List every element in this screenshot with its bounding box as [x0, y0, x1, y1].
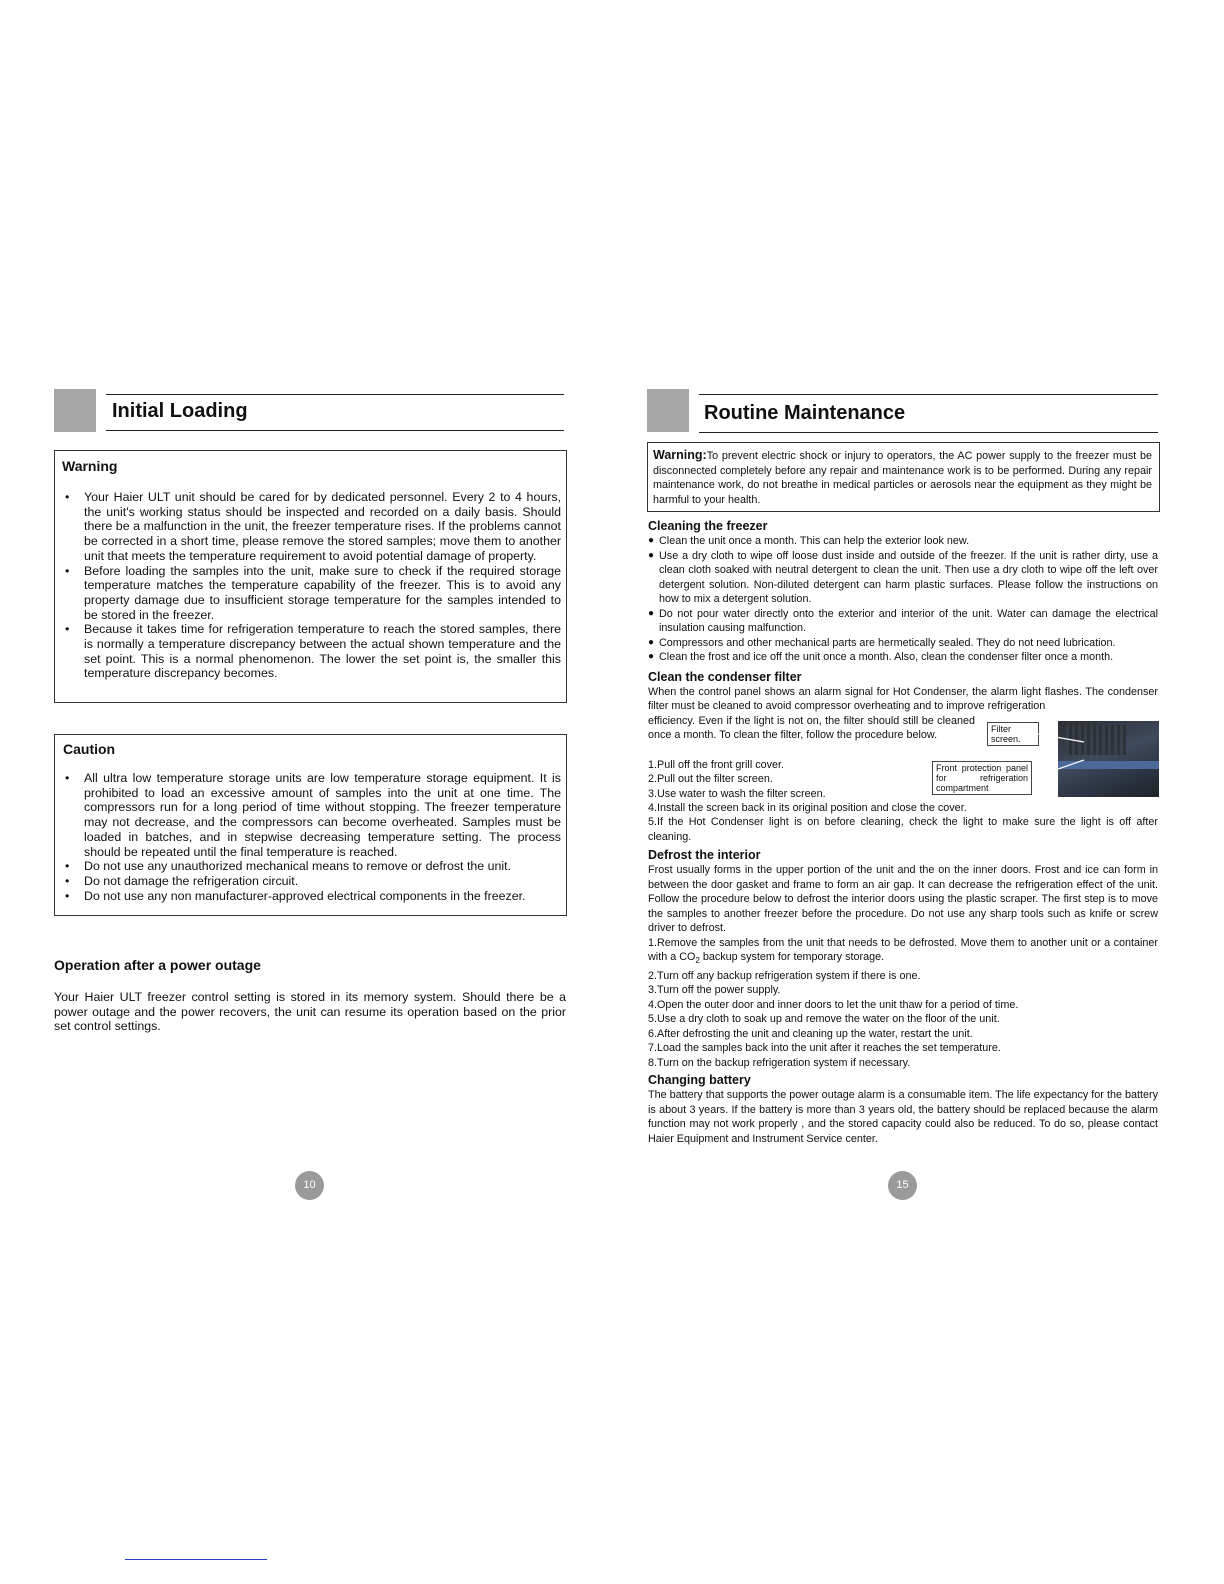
warning-heading: Warning [62, 458, 118, 474]
list-item: 3.Turn off the power supply. [648, 984, 781, 997]
list-item: • All ultra low temperature storage units are low temperature storage equipment. It is prohibited to load an excessive amount of samples into the unit at one time. The compressors run for a long period of time without stopping. The freezer temperature may not decrease, and the compressors can become overheated. Samples must be loaded in batches, and in stepwise decreasing temperature setting. The process should be repeated until the final temperature is reached. [61, 771, 561, 859]
caution-list [61, 771, 561, 903]
list-item: 6.After defrosting the unit and cleaning up the water, restart the unit. [648, 1027, 973, 1040]
page-number-badge: 10 [295, 1171, 324, 1200]
list-item: • Before loading the samples into the unit, make sure to check if the required storage temperature matches the temperature capability of the freezer. This is to avoid any property damage due to insufficient storage temperature for the samples intended to be stored in the freezer. [61, 564, 561, 623]
list-item: ● Clean the frost and ice off the unit once a month. Also, clean the condenser filter once a month. [648, 650, 1158, 665]
maintenance-content [648, 516, 1158, 1146]
front-panel-callout: Front protection panel for refrigeration compartment [932, 761, 1032, 795]
power-outage-text: Your Haier ULT freezer control setting is stored in its memory system. Should there be a power outage and the power recovers, the unit can resume its operation based on the prior set control settings. [54, 990, 566, 1034]
page-number-badge: 15 [888, 1171, 917, 1200]
title-rule-top [106, 394, 564, 395]
power-outage-heading: Operation after a power outage [54, 957, 261, 973]
defrost-step1-text-end: backup system for temporary storage. [699, 951, 885, 963]
list-item [648, 936, 1158, 969]
condenser-intro-continued: efficiency. Even if the light is not on, the filter should still be cleaned once a month. To clean the filter, follow the procedure below. [648, 714, 975, 741]
condenser-intro: When the control panel shows an alarm signal for Hot Condenser, the alarm light flashes. The condenser filter must be cleaned to avoid compressor overheating and to improve refrigeration [648, 685, 1158, 712]
title-rule-bottom [699, 432, 1158, 433]
title-rule-top [699, 394, 1158, 395]
list-item: 8.Turn on the backup refrigeration system if necessary. [648, 1056, 911, 1069]
list-item: 5.Use a dry cloth to soak up and remove the water on the floor of the unit. [648, 1013, 1000, 1026]
list-item: • Do not use any unauthorized mechanical means to remove or defrost the unit. [61, 859, 561, 874]
list-item: 5.If the Hot Condenser light is on before cleaning, check the light to make sure the light is off after cleaning. [648, 816, 1158, 843]
list-item: • Your Haier ULT unit should be cared for by dedicated personnel. Every 2 to 4 hours, the unit's working status should be inspected and recorded on a daily basis. Should there be a malfunction in the unit, the freezer temperature rises. If the problems cannot be corrected in a short time, please remove the stored samples; move them to another unit that meets the temperature requirement to avoid potential damage of property. [61, 490, 561, 564]
list-item: 4.Install the screen back in its original position and close the cover. [648, 801, 967, 814]
list-item: ● Clean the unit once a month. This can help the exterior look new. [648, 534, 1158, 549]
section-marker-block [54, 389, 96, 432]
list-item: ● Do not pour water directly onto the exterior and interior of the unit. Water can damage the electrical insulation causing malfunction. [648, 607, 1158, 636]
list-item: • Do not damage the refrigeration circuit. [61, 874, 561, 889]
list-item: 2.Pull out the filter screen. [648, 773, 773, 785]
condenser-steps [648, 758, 826, 802]
maintenance-warning-box [647, 442, 1160, 512]
warning-box [54, 450, 567, 703]
list-item: 2.Turn off any backup refrigeration system if there is one. [648, 969, 921, 982]
section-marker-block [647, 389, 689, 432]
list-item: 7.Load the samples back into the unit after it reaches the set temperature. [648, 1042, 1001, 1055]
warning-list [61, 490, 561, 681]
cleaning-heading: Cleaning the freezer [648, 519, 768, 533]
section-title-initial-loading: Initial Loading [112, 400, 248, 422]
battery-text: The battery that supports the power outage alarm is a consumable item. The life expectancy for the battery is about 3 years. If the battery is more than 3 years old, the battery should be replaced because the alarm function may not work properly , and the stored capacity could also be reduced. To do so, please contact Haier Equipment and Instrument Service center. [648, 1089, 1158, 1145]
caution-heading: Caution [63, 741, 116, 757]
condenser-figure-row [648, 714, 1158, 801]
maintenance-warning-label: Warning: [653, 448, 707, 462]
filter-screen-callout: Filter screen. [987, 722, 1039, 746]
footer-link-rule [125, 1559, 267, 1560]
condenser-heading: Clean the condenser filter [648, 669, 802, 684]
list-item: ● Compressors and other mechanical parts are hermetically sealed. They do not need lubrication. [648, 636, 1158, 651]
list-item: • Because it takes time for refrigeration temperature to reach the stored samples, there is normally a temperature discrepancy between the actual shown temperature and the set point. This is a normal phenomenon. The lower the set point is, the smaller this temperature discrepancy becomes. [61, 622, 561, 681]
list-item: 4.Open the outer door and inner doors to let the unit thaw for a period of time. [648, 998, 1019, 1011]
list-item: ● Use a dry cloth to wipe off loose dust inside and outside of the freezer. If the unit is rather dirty, use a clean cloth soaked with neutral detergent to clean the unit. Then use a dry cloth to wipe off the left over detergent solution. Non-diluted detergent can harm plastic surfaces. Please follow the instructions on how to mix a detergent solution. [648, 549, 1158, 607]
list-item: 3.Use water to wash the filter screen. [648, 787, 826, 800]
maintenance-warning-text: To prevent electric shock or injury to operators, the AC power supply to the freezer must be disconnected completely before any repair and maintenance work is to be performed. During any repair maintenance work, do not breathe in medical particles or aerosols near the equipment as they might be harmful to your health. [653, 450, 1152, 506]
defrost-intro: Frost usually forms in the upper portion of the unit and the on the inner doors. Frost and ice can form in between the door gasket and frame to form an air gap. It can decrease the refrigeration effect of the unit. Follow the procedure below to defrost the interior doors using the plastic scraper. The first step is to move the samples to another freezer before the procedure. Do not use any sharp tools such as knife or screw driver to defrost. [648, 864, 1158, 934]
defrost-step1-text: 1.Remove the samples from the unit that needs to be defrosted. Move them to another unit or a container with a CO [648, 936, 1158, 963]
section-title-routine-maintenance: Routine Maintenance [704, 402, 906, 424]
callout-leader-lines [1038, 728, 1088, 778]
battery-heading: Changing battery [648, 1073, 751, 1088]
list-item: • Do not use any non manufacturer-approved electrical components in the freezer. [61, 889, 561, 904]
list-item: 1.Pull off the front grill cover. [648, 758, 785, 771]
defrost-heading: Defrost the interior [648, 848, 761, 862]
caution-box [54, 734, 567, 916]
co2-subscript: 2 [695, 956, 700, 966]
title-rule-bottom [106, 430, 564, 431]
